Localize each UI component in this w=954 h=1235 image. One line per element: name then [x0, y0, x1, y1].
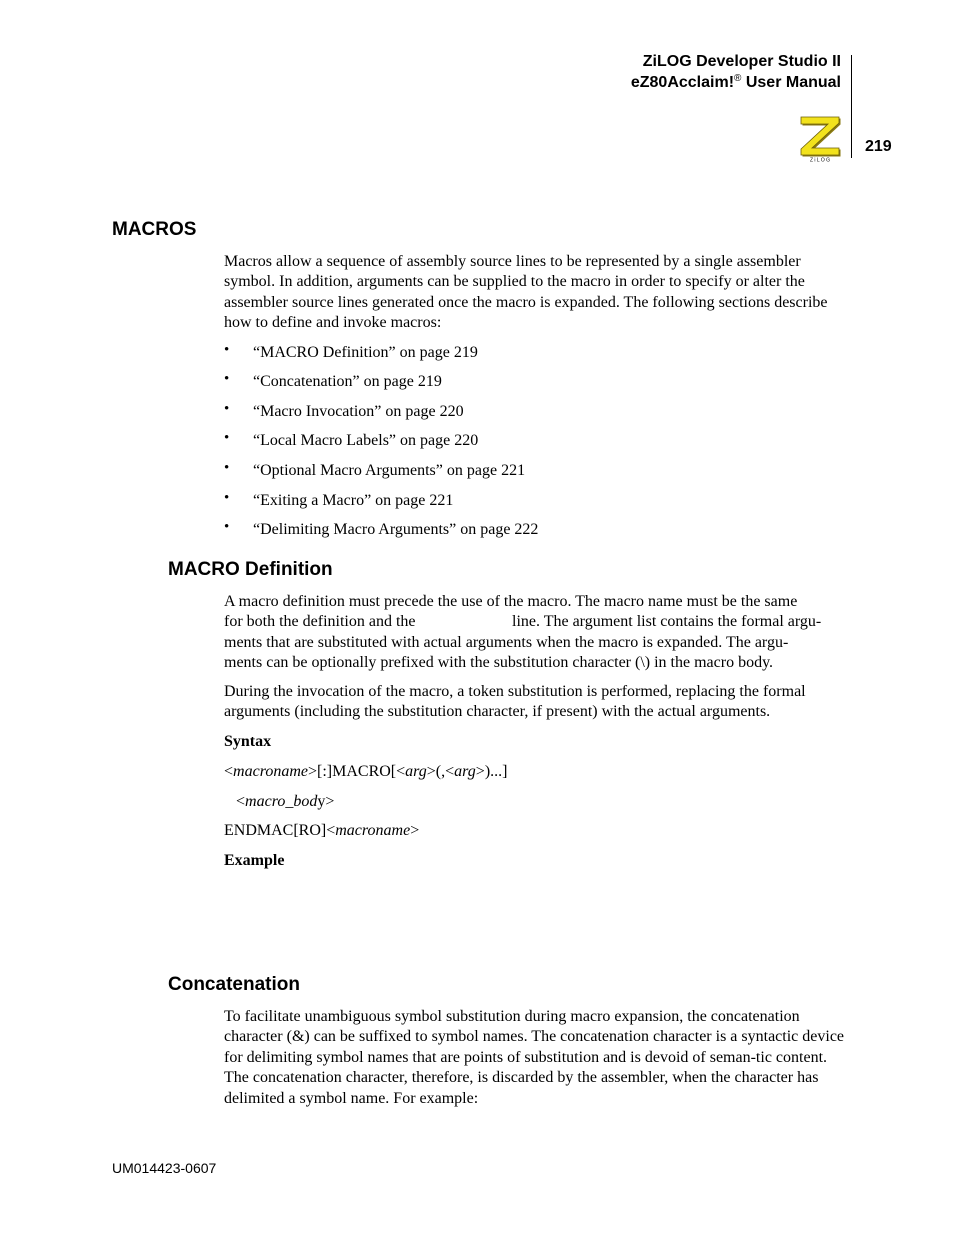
bullet-icon: •	[224, 490, 230, 506]
definition-para2: During the invocation of the macro, a token substitution is performed, replacing the formal arguments (including the substitution character, if present) with the actual arguments.	[224, 683, 806, 721]
syntax-text: <	[236, 793, 246, 810]
syntax-param: arg	[405, 763, 427, 780]
syntax-text: >[:]MACRO[<	[307, 763, 406, 780]
syntax-text: >(,<	[426, 763, 455, 780]
xref-link[interactable]: “Concatenation” on page 219	[253, 373, 442, 390]
syntax-text: ENDMAC[RO]<	[224, 822, 336, 839]
definition-para1-line2-end: line. The argument list contains the formal argu-	[512, 613, 822, 630]
registered-mark: ®	[734, 73, 742, 84]
footer-doc-id: UM014423-0607	[112, 1160, 217, 1176]
definition-para1-line1: A macro definition must precede the use of the macro. The macro name must be the same	[224, 593, 798, 610]
bullet-icon: •	[224, 430, 230, 446]
bullet-icon: •	[224, 342, 230, 358]
logo-z	[801, 117, 839, 155]
syntax-param: arg	[454, 763, 476, 780]
concatenation-para: To facilitate unambiguous symbol substitution during macro expansion, the concatenation character (&) can be suffixed to symbol names. The concatenation character is a syntactic device for delimiting symbol names that are points of substitution and is devoid of seman-tic content. The concatenation character, therefore, is discarded by the assembler, when the character has delimited a symbol name. For example:	[224, 1008, 845, 1107]
syntax-param: macroname	[233, 763, 308, 780]
syntax-param: macroname	[335, 822, 411, 839]
page-number: 219	[865, 138, 892, 155]
syntax-param: macro_bod	[245, 793, 318, 810]
syntax-line-2	[236, 792, 334, 812]
xref-link[interactable]: “Macro Invocation” on page 220	[253, 403, 464, 420]
header-divider	[851, 55, 852, 158]
xref-link[interactable]: “Optional Macro Arguments” on page 221	[253, 462, 526, 479]
definition-para1-line3: ments that are substituted with actual arguments when the macro is expanded. The argu-	[224, 634, 789, 651]
product-name: eZ80Acclaim!	[630, 74, 735, 91]
syntax-text: >)...]	[475, 763, 508, 780]
xref-link[interactable]: “Local Macro Labels” on page 220	[253, 432, 479, 449]
macro-definition-heading: MACRO Definition	[168, 559, 333, 580]
syntax-line-1	[224, 762, 507, 782]
logo-subtext: Z i L O G	[809, 157, 831, 162]
example-label: Example	[224, 852, 285, 869]
manual-label: User Manual	[741, 74, 841, 91]
syntax-text: >	[410, 822, 420, 839]
syntax-text: y>	[317, 793, 335, 810]
xref-link[interactable]: “Delimiting Macro Arguments” on page 222	[253, 521, 539, 538]
syntax-label: Syntax	[224, 733, 272, 750]
definition-para1-line2-start: for both the definition and the	[224, 613, 416, 630]
definition-para1-line4: ments can be optionally prefixed with the substitution character (\) in the macro body.	[224, 654, 774, 671]
definition-para1-line2	[224, 612, 822, 632]
bullet-icon: •	[224, 401, 230, 417]
bullet-icon: •	[224, 460, 230, 476]
syntax-line-3	[224, 821, 419, 841]
xref-link[interactable]: “Exiting a Macro” on page 221	[253, 492, 454, 509]
macros-heading: MACROS	[112, 219, 197, 240]
concatenation-heading: Concatenation	[168, 974, 300, 995]
xref-link[interactable]: “MACRO Definition” on page 219	[253, 344, 478, 361]
bullet-icon: •	[224, 519, 230, 535]
header-title-line2	[631, 72, 841, 93]
syntax-text: <	[224, 763, 234, 780]
macros-intro: Macros allow a sequence of assembly source lines to be represented by a single assembler symbol. In addition, arguments can be supplied to the macro in order to specify or alter the assembler source lines generated once the macro is expanded. The following sections describe how to define and invoke macros:	[224, 253, 828, 332]
header-title-line1: ZiLOG Developer Studio II	[642, 53, 841, 70]
zilog-logo-icon	[795, 112, 843, 162]
bullet-icon: •	[224, 371, 230, 387]
